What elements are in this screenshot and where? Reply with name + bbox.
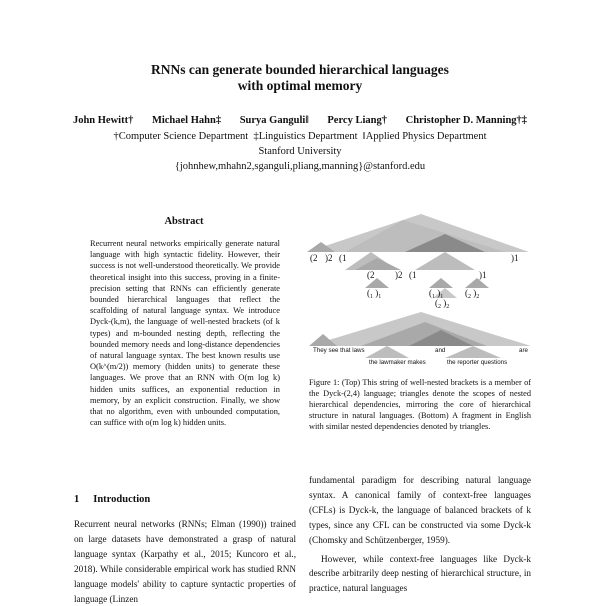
bracket-label: ($_2$ )$_2$ [465, 288, 480, 300]
scope-triangle [415, 252, 475, 270]
title-line-1: RNNs can generate bounded hierarchical languages [151, 62, 449, 77]
bracket-label: ($_1$ )$_1$ [429, 288, 444, 300]
section-title: Introduction [93, 494, 151, 505]
affiliations-block [0, 129, 600, 174]
emails: {johnhew,mhahn2,sganguli,pliang,manning}@stanford.edu [174, 161, 426, 172]
right-column-body [309, 473, 531, 596]
author: Surya Ganguli‖ [239, 115, 309, 126]
sentence-word: the lawmaker makes [369, 359, 426, 366]
sentence-word: They see that laws [313, 347, 365, 354]
scope-triangle [365, 346, 409, 358]
bracket-label: (1 [339, 253, 347, 263]
paper-title [0, 62, 600, 94]
sentence-word: are [519, 347, 528, 354]
author: John Hewitt† [72, 115, 134, 126]
sentence-word: and [435, 347, 446, 354]
author: Percy Liang† [327, 115, 387, 126]
bracket-label: ($_1$ )$_1$ [367, 288, 382, 300]
scope-triangle [445, 346, 501, 358]
bracket-label: )2 [395, 270, 403, 280]
paragraph: fundamental paradigm for describing natural language syntax. A canonical family of context-free languages (CFLs) is Dyck-k, the language of balanced brackets of k types, since any CFL can be constructed via some Dyck-k (Chomsky and Schützenberger, 1959). [309, 475, 531, 545]
sentence-word: the reporter questions [447, 359, 508, 366]
bracket-label: )2 [325, 253, 333, 263]
caption-text: Figure 1: (Top) This string of well-nested brackets is a member of the Dyck-(2,4) language; triangles denote the scopes of nested hierarchical dependencies, mirroring the core of hierarchical structure in natural languages. (Bottom) A fragment in English with similar nested dependencies denoted by triangles. [309, 378, 531, 431]
intro-text: Recurrent neural networks (RNNs; Elman (1990)) trained on large datasets have demonstrated a grasp of natural language syntax (Karpathy et al., 2015; Kuncoro et al., 2018). While considerable empirical work has studied RNN language models' ability to capture syntactic properties of language (Linzen [74, 519, 296, 604]
section-number: 1 [74, 494, 80, 505]
bracket-label: )1 [479, 270, 487, 280]
author-list [0, 114, 600, 128]
intro-body [74, 517, 296, 606]
university: Stanford University [258, 146, 342, 157]
figure-caption [309, 378, 531, 433]
author: Michael Hahn‡ [151, 115, 222, 126]
title-line-2: with optimal memory [237, 78, 363, 93]
abstract-body [90, 238, 280, 428]
section-heading [74, 494, 150, 505]
abstract-text: Recurrent neural networks empirically generate natural language with high syntactic fidelity. However, their success is not well-understood theoretically. We provide theoretical insight into this success, proving in a finite-precision setting that RNNs can efficiently generate bounded hierarchical languages that reflect the scaffolding of natural language syntax. We introduce Dyck-(k,m), the language of well-nested brackets (of k types) and m-bounded nesting depth, reflecting the bounded memory needs and long-distance dependencies of natural language syntax. The best known results use O(k^(m/2)) memory (hidden units) to generate these languages. We prove that an RNN with O(m log k) hidden units suffices, an exponential reduction in memory, by an explicit construction. Finally, we show that no algorithm, even with unbounded computation, can suffice with o(m log k) hidden units. [90, 239, 280, 428]
abstract-heading: Abstract [164, 216, 204, 227]
bracket-label: ($_2$ )$_2$ [435, 298, 450, 310]
affiliations: †Computer Science Department ‡Linguistics Department ‖Applied Physics Department [113, 131, 487, 142]
bracket-label: (2 [310, 253, 318, 263]
author: Christopher D. Manning†‡ [405, 115, 528, 126]
paragraph: However, while context-free languages like Dyck-k describe arbitrarily deep nesting of hierarchical structure, in practice, natural languages [309, 553, 531, 594]
bracket-label: )1 [511, 253, 519, 263]
figure-1 [305, 212, 537, 372]
scope-triangle [429, 278, 453, 288]
bracket-label: (1 [409, 270, 417, 280]
bracket-label: (2 [367, 270, 375, 280]
